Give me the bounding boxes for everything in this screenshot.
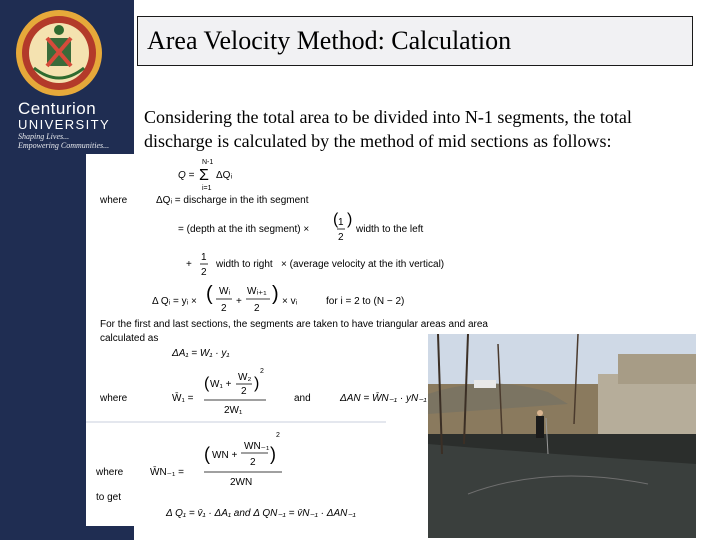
eq-line3-tail: width to right bbox=[216, 259, 273, 270]
svg-text:): ) bbox=[254, 375, 260, 392]
half-den-2: 2 bbox=[201, 267, 207, 278]
w1-num-a: W₁ + bbox=[210, 379, 232, 390]
slide-title: Area Velocity Method: Calculation bbox=[147, 26, 512, 55]
half-num-1: 1 bbox=[338, 217, 344, 228]
eq-line4-lhs: Δ Qᵢ = yᵢ × bbox=[152, 296, 197, 307]
line4-tail: × vᵢ bbox=[282, 296, 298, 307]
and-word: and bbox=[294, 393, 311, 404]
line4-frac1-den: 2 bbox=[221, 303, 227, 314]
eq1-lhs: Q = bbox=[178, 170, 195, 181]
eq1-rhs: ΔQᵢ bbox=[216, 170, 233, 181]
eq-line3-avg: × (average velocity at the ith vertical) bbox=[281, 259, 445, 270]
w1-num-b: W₂ bbox=[238, 372, 252, 383]
eq-line3-plus: + bbox=[186, 259, 192, 270]
sigma-symbol: Σ bbox=[199, 167, 209, 184]
svg-text:(: ( bbox=[204, 444, 210, 464]
wn-bar: W̄N₋₁ = bbox=[150, 467, 184, 478]
para-line1: For the first and last sections, the segments are taken to have triangular areas and area bbox=[100, 319, 488, 330]
to-get: to get bbox=[96, 492, 122, 503]
delta-an: ΔAN = W̄N₋₁ · yN₋₁ bbox=[340, 393, 427, 404]
w1-bar: W̄₁ = bbox=[172, 393, 194, 404]
where-3: where bbox=[96, 467, 124, 478]
brand-name-line1: Centurion bbox=[18, 99, 97, 118]
svg-text:): ) bbox=[270, 444, 276, 464]
line4-frac2-num: Wᵢ₊₁ bbox=[247, 286, 267, 297]
eq-line2: = (depth at the ith segment) × bbox=[178, 224, 310, 235]
svg-text:(: ( bbox=[204, 375, 210, 392]
half-den-1: 2 bbox=[338, 232, 344, 243]
para-line2: calculated as bbox=[100, 333, 159, 344]
where-1: where bbox=[100, 195, 128, 206]
river-gauging-photo bbox=[428, 334, 696, 538]
university-brand bbox=[18, 100, 130, 150]
wn-den: 2WN bbox=[230, 477, 253, 488]
wn-num-b: WN₋₁ bbox=[244, 441, 270, 452]
wn-num-a: WN + bbox=[212, 450, 238, 461]
slide-title-box bbox=[137, 16, 693, 66]
eq-line2-tail: width to the left bbox=[356, 224, 424, 235]
brand-tagline-2: Empowering Communities... bbox=[18, 141, 110, 150]
svg-text:(: ( bbox=[206, 283, 213, 305]
university-seal-logo bbox=[14, 8, 104, 98]
delta-a1: ΔA₁ = W₁ · y₁ bbox=[172, 348, 230, 359]
w1-den: 2W₁ bbox=[224, 405, 243, 416]
line4-frac1-num: Wᵢ bbox=[219, 286, 231, 297]
svg-text:): ) bbox=[272, 283, 279, 305]
brand-name-line2: UNIVERSITY bbox=[18, 117, 111, 132]
square-exponent: 2 bbox=[276, 432, 280, 439]
wn-num-c: 2 bbox=[250, 457, 256, 468]
svg-text:): ) bbox=[347, 211, 353, 228]
brand-tagline-1: Shaping Lives... bbox=[18, 132, 70, 141]
square-exponent: 2 bbox=[260, 368, 264, 375]
half-num-2: 1 bbox=[201, 252, 207, 263]
svg-text:(: ( bbox=[333, 211, 339, 228]
where-2: where bbox=[100, 393, 128, 404]
line4-frac2-den: 2 bbox=[254, 303, 260, 314]
line4-plus: + bbox=[236, 296, 242, 307]
eq1-sum-bottom: i=1 bbox=[202, 185, 212, 192]
final-equation: Δ Q₁ = v̄₁ · ΔA₁ and Δ QN₋₁ = v̄N₋₁ · ΔAN₋₁ bbox=[166, 508, 356, 519]
line4-range: for i = 2 to (N − 2) bbox=[326, 296, 405, 307]
eq1-sum-top: N-1 bbox=[202, 159, 214, 166]
def-delta-q: ΔQᵢ = discharge in the ith segment bbox=[156, 195, 309, 206]
slide-body-text: Considering the total area to be divided into N-1 segments, the total discharge is calculated by the method of mid sections as follows: bbox=[144, 107, 632, 151]
w1-num-c: 2 bbox=[241, 386, 247, 397]
